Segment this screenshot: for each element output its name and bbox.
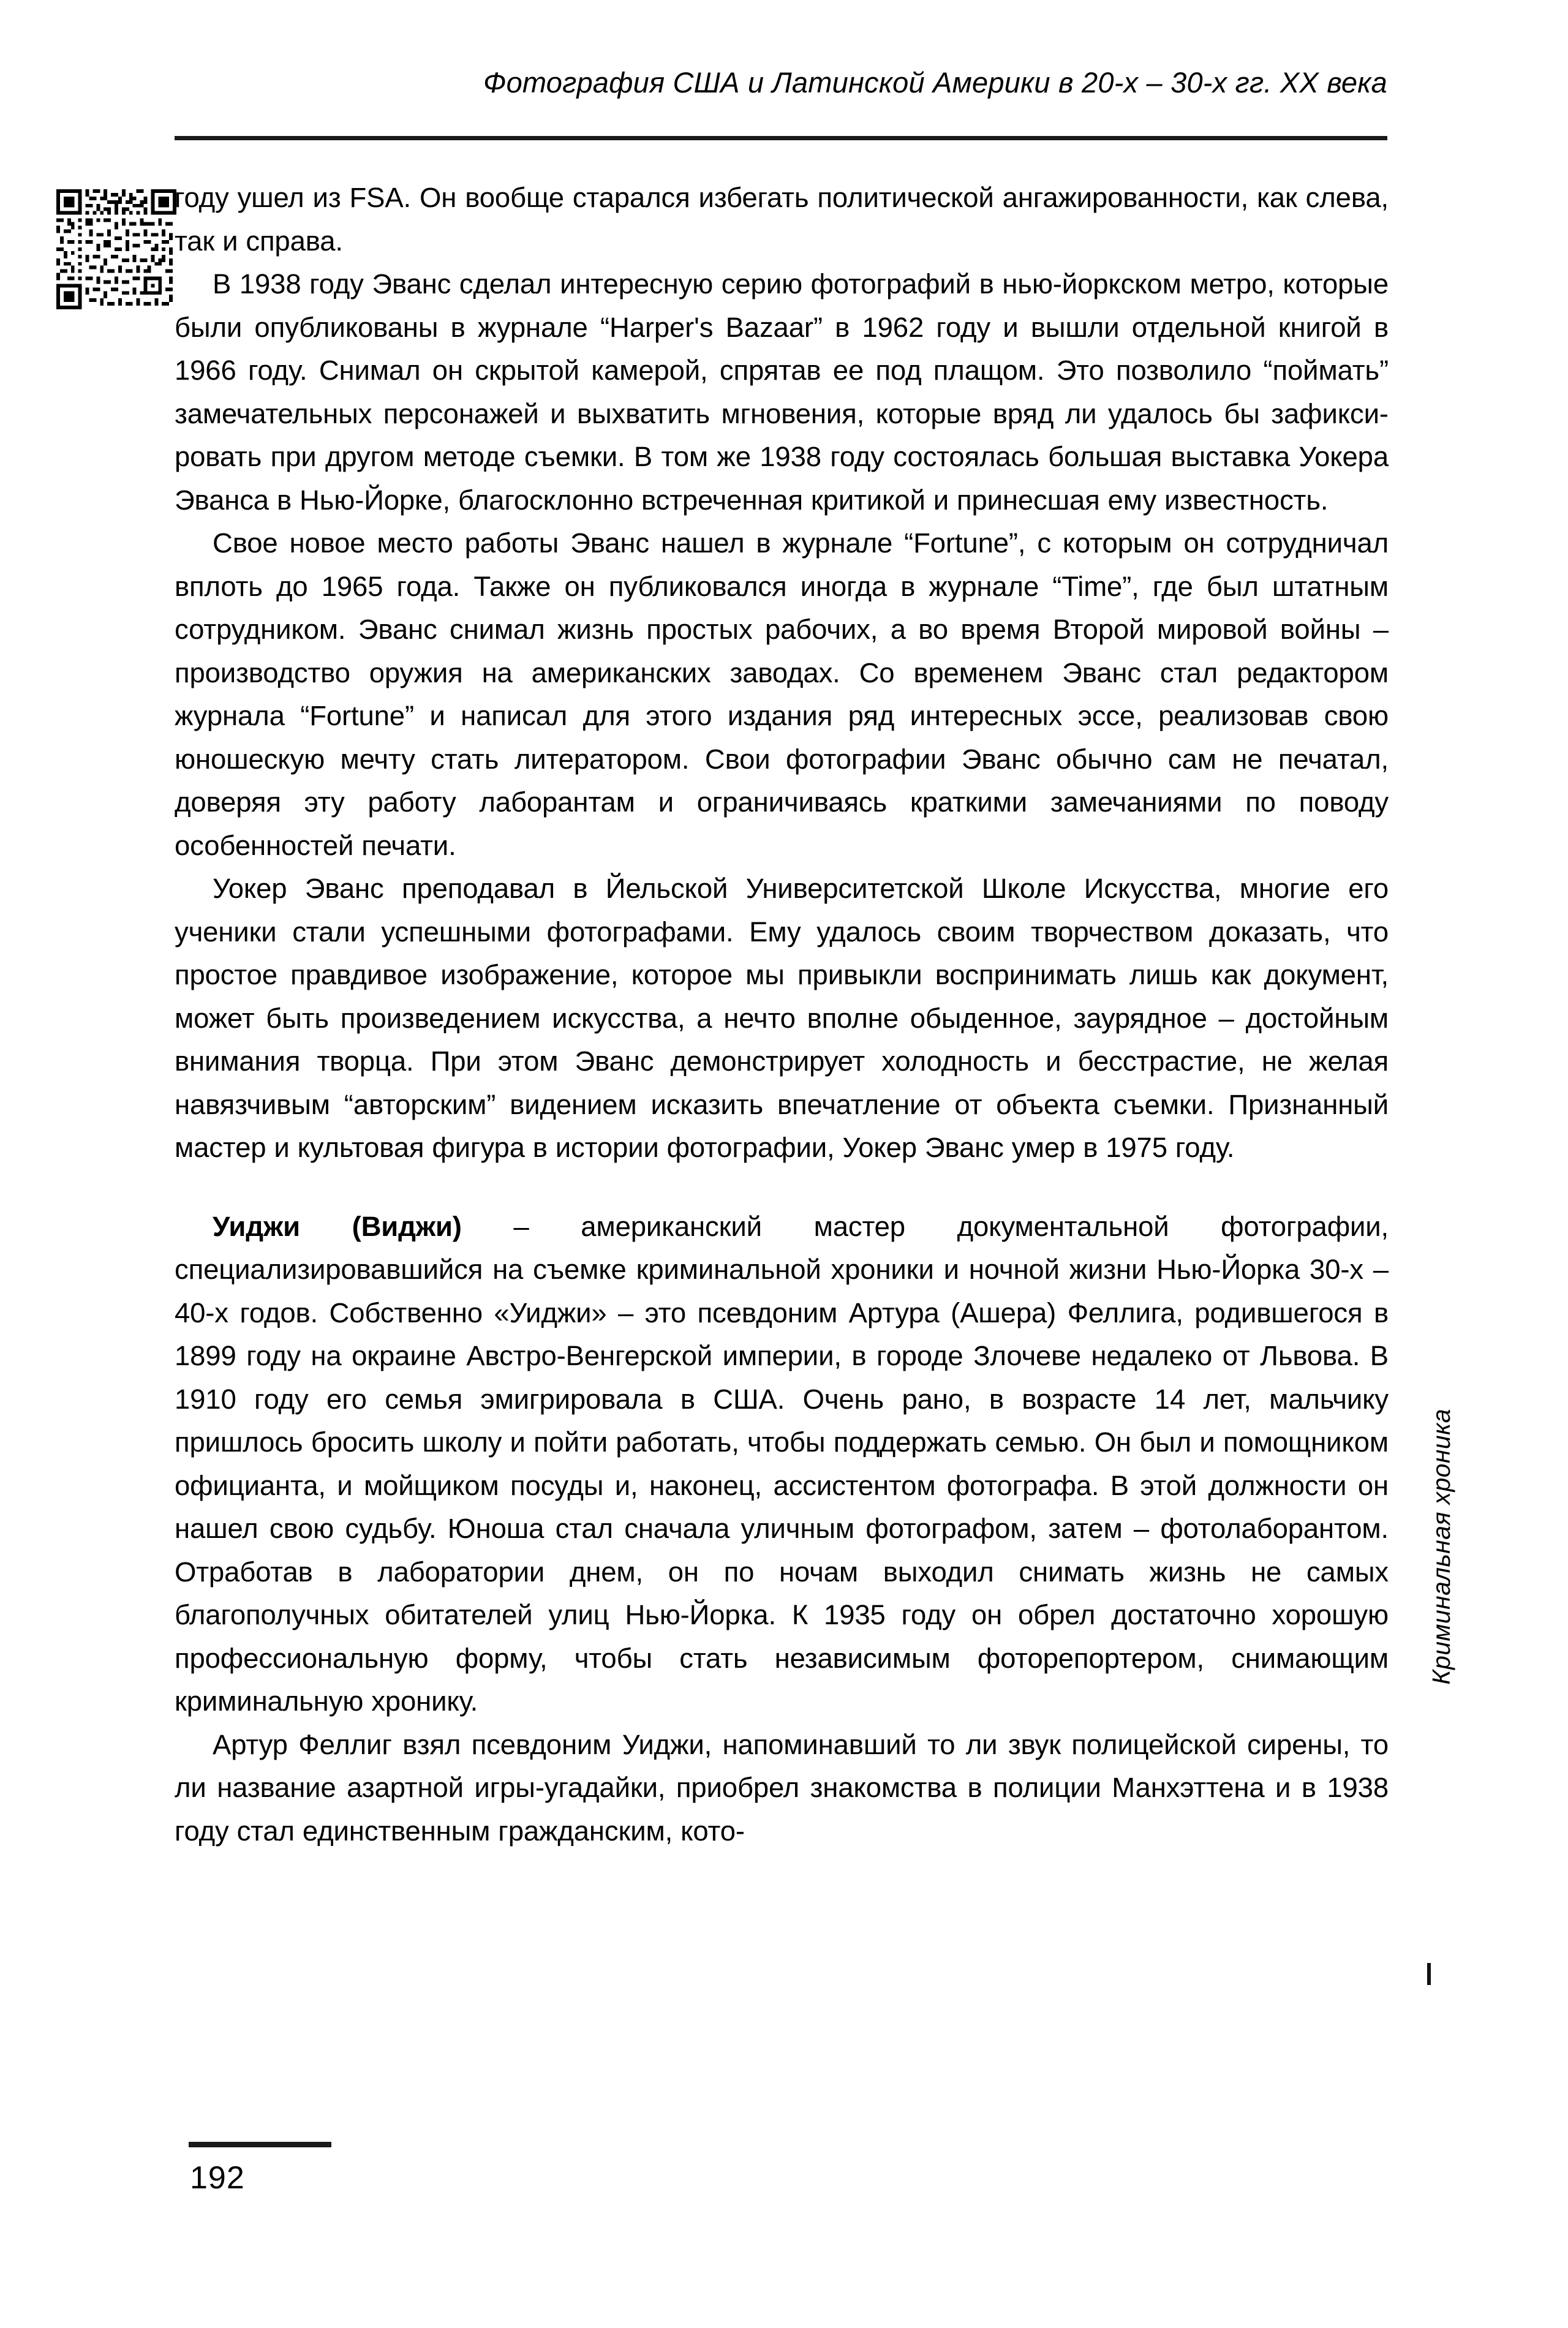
paragraph-subway-1938: В 1938 году Эванс сделал интересную серию фотографий в нью-йоркском метро, которые были опубликованы в журнале “Harper's Bazaar” в 1962 году и вышли отдельной книгой в 1966 году. Снимал он скрытой камерой, спрятав ее под плащом. Это позволило “поймать” замечательных персонажей и выхватить мгновения, которые вряд ли удалось бы зафиксировать при другом методе съемки. В том же 1938 году состоялась большая выставка Уокера Эванса в Нью-Йорке, благосклонно встреченная критикой и принесшая ему известность. [175,268,1389,516]
running-head: Фотография США и Латинской Америки в 20-х – 30-х гг. XX века [483,66,1387,99]
page-number: 192 [190,2160,245,2196]
weegee-lead-term: Уиджи (Виджи) [213,1210,462,1242]
header-rule [175,136,1387,140]
paragraph-fellig-pseudonym: Артур Феллиг взял псевдоним Уиджи, напоминавший то ли звук полицейской сирены, то ли название азартной игры-угадайки, приобрел знакомства в полиции Манхэттена и в 1938 году стал единственным гражданским, кото- [175,1728,1389,1847]
side-tab-rule [1427,1963,1431,1985]
side-tab-label: Криминальная хроника [1427,1409,1455,1685]
folio-rule [189,2142,331,2147]
paragraph-fortune: Свое новое место работы Эванс нашел в журнале “Fortune”, с которым он сотрудничал вплоть до 1965 года. Также он публиковался иногда в журнале “Time”, где был штатным сотрудником. Эванс снимал жизнь простых рабочих, а во время Второй мировой войны – производство оружия на американских заводах. Со временем Эванс стал редактором журнала “Fortune” и написал для этого издания ряд интересных эссе, реализовав свою юношескую мечту стать литератором. Свои фотографии Эванс обычно сам не печатал, доверяя эту работу лаборантам и ограничиваясь краткими замечаниями по поводу особенностей печати. [175,527,1389,861]
paragraph-yale: Уокер Эванс преподавал в Йельской Университетской Школе Искусства, многие его ученики стали успешными фотографами. Ему удалось своим творчеством доказать, что простое правдивое изображение, которое мы привыкли воспринимать лишь как документ, может быть произведением искусства, а нечто вполне обыденное, заурядное – достойным внимания творца. При этом Эванс демонстрирует холодность и бесстрастие, не желая навязчивым “авторским” видением исказить впечатление от объекта съемки. Признанный мастер и культовая фигура в истории фотографии, Уокер Эванс умер в 1975 году. [175,873,1389,1163]
text-column [175,176,1389,1853]
weegee-body-text: – американский мастер документальной фотографии, специализировавшийся на съемке криминальной хроники и ночной жизни Нью-Йорка 30-х – 40-х годов. Собственно «Уиджи» – это псевдоним Артура (Ашера) Феллига, родившегося в 1899 году на окраине Австро-Венгерской империи, в городе Злочеве недалеко от Львова. В 1910 году его семья эмигрировала в США. Очень рано, в возрасте 14 лет, мальчику пришлось бросить школу и пойти работать, чтобы поддержать семью. Он был и помощником официанта, и мойщиком посуды и, наконец, ассистентом фотографа. В этой должности он нашел свою судьбу. Юноша стал сначала уличным фотографом, затем – фотолаборантом. Отработав в лаборатории днем, он по ночам выходил снимать жизнь не самых благополучных обитателей улиц Нью-Йорка. К 1935 году он обрел достаточно хорошую профессиональную форму, чтобы стать независимым фоторепортером, снимающим криминальную хронику. [175,1210,1389,1717]
paragraph-continued: году ушел из FSA. Он вообще старался избегать политической ангажированности, как слева, так и справа. [175,182,1389,257]
qr-code [56,184,176,315]
paragraph-weegee [175,1205,1389,1723]
side-tab [1420,1409,1463,1984]
